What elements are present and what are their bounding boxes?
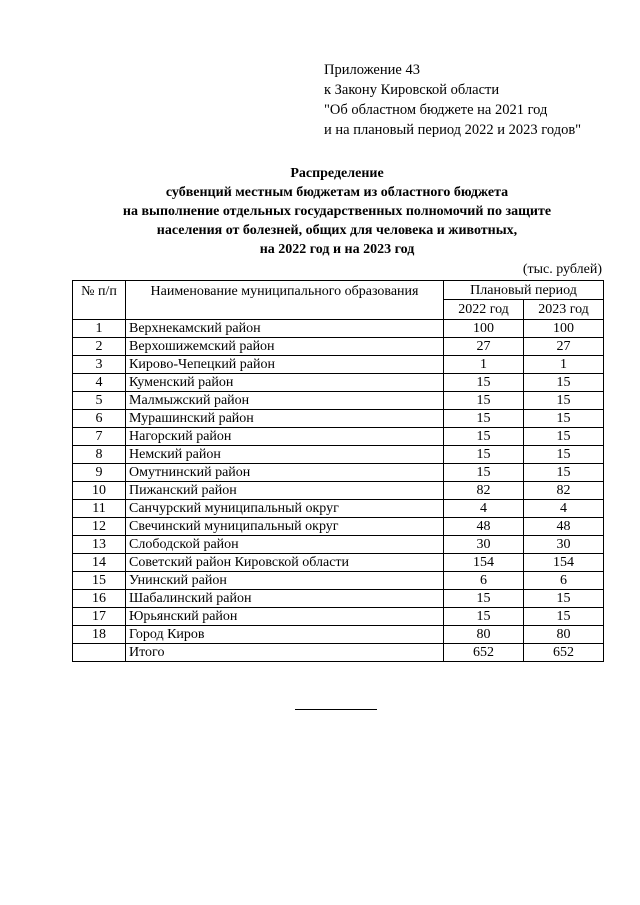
- table-row: [73, 590, 604, 608]
- row-num: 13: [73, 536, 126, 554]
- row-2022: 15: [444, 374, 524, 392]
- unit-label: (тыс. рублей): [522, 262, 602, 277]
- row-2023: 6: [524, 572, 604, 590]
- row-2023: 4: [524, 500, 604, 518]
- row-2023: 27: [524, 338, 604, 356]
- table-row: [73, 554, 604, 572]
- row-num: 7: [73, 428, 126, 446]
- row-2023: 100: [524, 320, 604, 338]
- row-2023: 15: [524, 374, 604, 392]
- row-name: Унинский район: [126, 572, 444, 590]
- row-2022: 1: [444, 356, 524, 374]
- row-name: Немский район: [126, 446, 444, 464]
- table-row: [73, 626, 604, 644]
- header-2023: 2023 год: [524, 300, 604, 320]
- row-num: 11: [73, 500, 126, 518]
- row-2022: 15: [444, 392, 524, 410]
- row-2022: 4: [444, 500, 524, 518]
- row-2023: 15: [524, 446, 604, 464]
- table-row: [73, 536, 604, 554]
- subsidy-table: [72, 280, 604, 662]
- table-row: [73, 608, 604, 626]
- row-name: Юрьянский район: [126, 608, 444, 626]
- table-row: [73, 392, 604, 410]
- header-period: Плановый период: [444, 281, 604, 300]
- total-num-cell: [73, 644, 126, 662]
- row-name: Кирово-Чепецкий район: [126, 356, 444, 374]
- row-name: Пижанский район: [126, 482, 444, 500]
- table-body: [73, 320, 604, 644]
- header-num: № п/п: [73, 281, 126, 320]
- row-name: Мурашинский район: [126, 410, 444, 428]
- row-name: Советский район Кировской области: [126, 554, 444, 572]
- row-num: 1: [73, 320, 126, 338]
- row-2022: 100: [444, 320, 524, 338]
- row-num: 3: [73, 356, 126, 374]
- row-num: 15: [73, 572, 126, 590]
- row-2022: 15: [444, 428, 524, 446]
- row-2022: 82: [444, 482, 524, 500]
- row-2023: 82: [524, 482, 604, 500]
- title-line: на 2022 год и на 2023 год: [259, 242, 415, 257]
- row-2023: 1: [524, 356, 604, 374]
- row-num: 18: [73, 626, 126, 644]
- appendix-line: и на плановый период 2022 и 2023 годов": [324, 122, 582, 138]
- row-2022: 80: [444, 626, 524, 644]
- row-name: Свечинский муниципальный округ: [126, 518, 444, 536]
- table-row: [73, 428, 604, 446]
- title-line: населения от болезней, общих для человека и животных,: [156, 223, 518, 238]
- table-row: [73, 500, 604, 518]
- row-2023: 48: [524, 518, 604, 536]
- table-row: [73, 518, 604, 536]
- row-num: 16: [73, 590, 126, 608]
- title-line: на выполнение отдельных государственных полномочий по защите: [122, 204, 552, 219]
- row-2022: 48: [444, 518, 524, 536]
- table-row: [73, 446, 604, 464]
- row-2022: 154: [444, 554, 524, 572]
- row-num: 10: [73, 482, 126, 500]
- total-label: Итого: [126, 644, 444, 662]
- title-line: субвенций местным бюджетам из областного бюджета: [165, 185, 509, 200]
- document-title: [60, 164, 614, 259]
- row-num: 2: [73, 338, 126, 356]
- row-num: 12: [73, 518, 126, 536]
- total-2023: 652: [524, 644, 604, 662]
- table-row: [73, 320, 604, 338]
- table-row: [73, 374, 604, 392]
- row-2022: 15: [444, 410, 524, 428]
- row-2023: 154: [524, 554, 604, 572]
- table-row: [73, 482, 604, 500]
- total-2022: 652: [444, 644, 524, 662]
- appendix-block: [324, 60, 581, 140]
- row-2022: 15: [444, 446, 524, 464]
- row-2023: 15: [524, 590, 604, 608]
- row-num: 9: [73, 464, 126, 482]
- row-name: Нагорский район: [126, 428, 444, 446]
- row-2023: 30: [524, 536, 604, 554]
- header-name: Наименование муниципального образования: [126, 281, 444, 320]
- appendix-line: "Об областном бюджете на 2021 год: [324, 102, 548, 118]
- row-name: Слободской район: [126, 536, 444, 554]
- total-row: [73, 644, 604, 662]
- appendix-line: Приложение 43: [324, 62, 420, 78]
- row-2022: 15: [444, 608, 524, 626]
- row-name: Город Киров: [126, 626, 444, 644]
- row-num: 17: [73, 608, 126, 626]
- row-2022: 6: [444, 572, 524, 590]
- row-name: Омутнинский район: [126, 464, 444, 482]
- row-2022: 15: [444, 464, 524, 482]
- table-row: [73, 464, 604, 482]
- header-2022: 2022 год: [444, 300, 524, 320]
- row-2023: 15: [524, 428, 604, 446]
- table-row: [73, 410, 604, 428]
- row-num: 5: [73, 392, 126, 410]
- title-line: Распределение: [290, 166, 384, 181]
- row-2023: 80: [524, 626, 604, 644]
- row-num: 6: [73, 410, 126, 428]
- row-2023: 15: [524, 410, 604, 428]
- row-2023: 15: [524, 392, 604, 410]
- row-name: Шабалинский район: [126, 590, 444, 608]
- row-name: Малмыжский район: [126, 392, 444, 410]
- row-2022: 27: [444, 338, 524, 356]
- row-name: Верхошижемский район: [126, 338, 444, 356]
- table-row: [73, 356, 604, 374]
- row-num: 14: [73, 554, 126, 572]
- table-row: [73, 338, 604, 356]
- row-num: 8: [73, 446, 126, 464]
- row-num: 4: [73, 374, 126, 392]
- row-2022: 30: [444, 536, 524, 554]
- row-name: Куменский район: [126, 374, 444, 392]
- table-row: [73, 572, 604, 590]
- row-2022: 15: [444, 590, 524, 608]
- row-2023: 15: [524, 608, 604, 626]
- footer-divider: [295, 709, 377, 710]
- row-2023: 15: [524, 464, 604, 482]
- row-name: Верхнекамский район: [126, 320, 444, 338]
- row-name: Санчурский муниципальный округ: [126, 500, 444, 518]
- appendix-line: к Закону Кировской области: [324, 82, 500, 98]
